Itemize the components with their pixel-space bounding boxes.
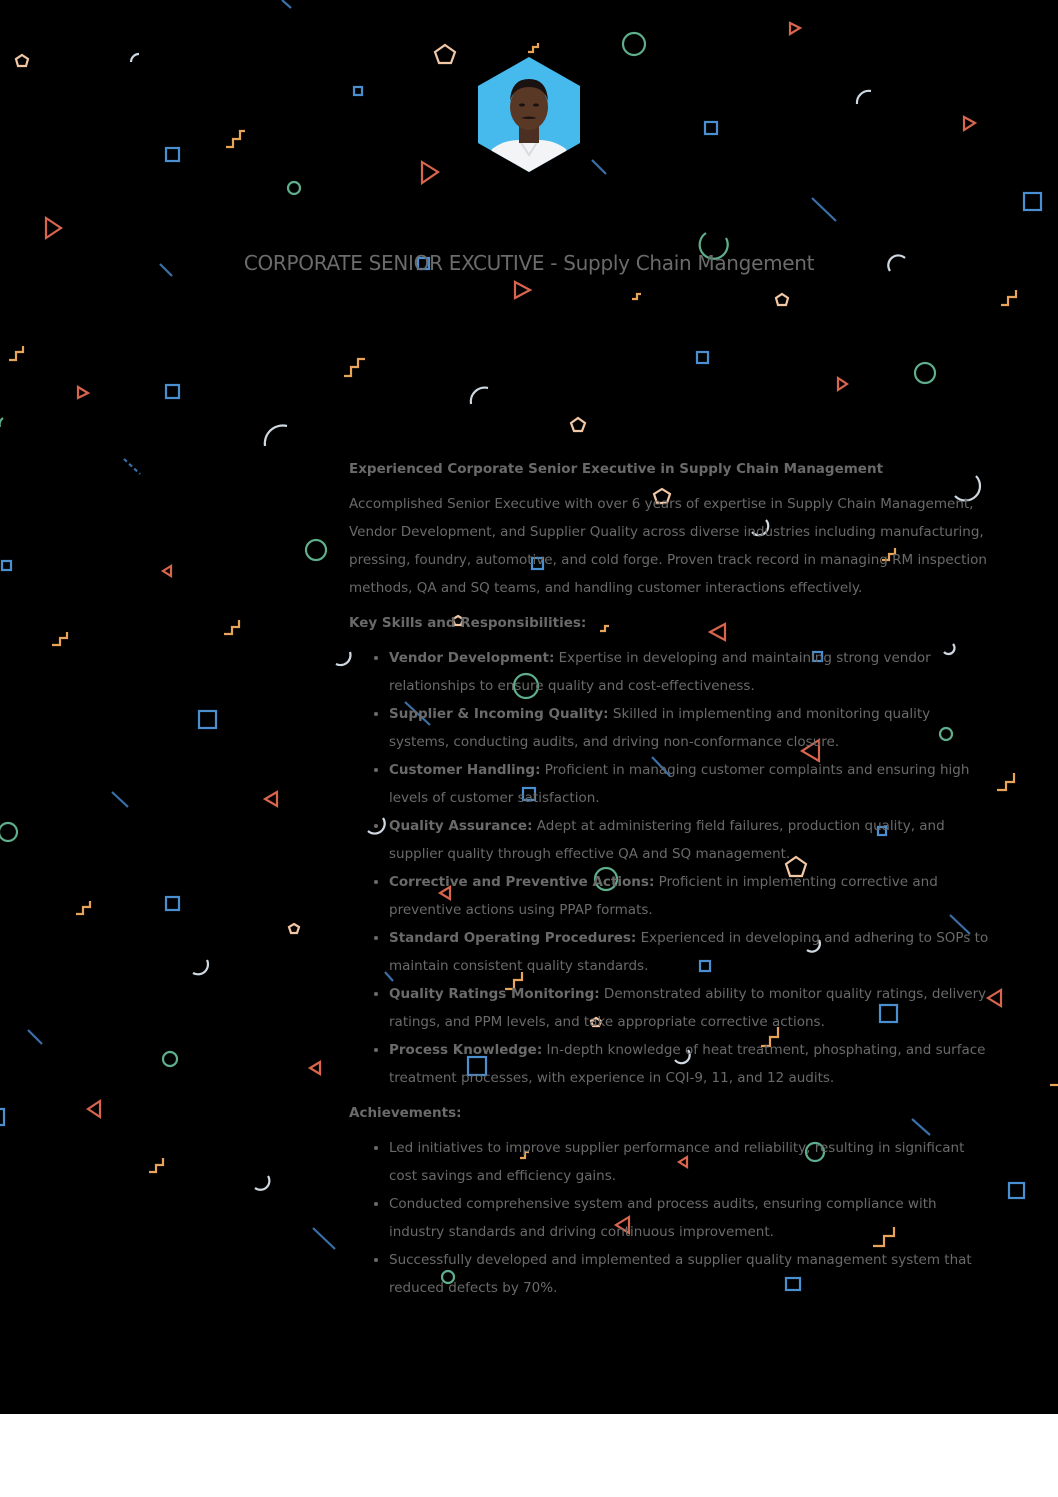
achievement-item: • Successfully developed and implemented a supplier quality management system that reduced defects by 70%. [389, 1246, 989, 1302]
confetti-arc [255, 1176, 269, 1190]
skill-title: Standard Operating Procedures: [389, 930, 637, 946]
confetti-step [997, 773, 1014, 790]
confetti-pentagon [289, 924, 299, 933]
confetti-line [812, 198, 836, 221]
confetti-arc [193, 960, 208, 974]
skill-title: Quality Assurance: [389, 818, 533, 834]
skills-heading: Key Skills and Responsibilities: [349, 615, 587, 631]
confetti-arc [471, 388, 488, 404]
summary-text: Accomplished Senior Executive with over 6 years of expertise in Supply Chain Management, Vendor Development, and Supplier Quality across diverse industries including manufacturing, pressing, foundry, automotive, and cold forge. Proven track record in managing RM inspection methods, QA and SQ teams, and handling customer interactions effectively. [349, 496, 987, 596]
confetti-circle [163, 1052, 177, 1066]
confetti-square [2, 561, 11, 570]
skill-item [389, 756, 989, 812]
confetti-arc [857, 91, 871, 104]
confetti-pentagon [16, 55, 28, 66]
summary-heading: Experienced Corporate Senior Executive in Supply Chain Management [349, 461, 884, 477]
confetti-triangle [964, 117, 975, 130]
achievement-item: • Led initiatives to improve supplier performance and reliability, resulting in significant cost savings and efficiency gains. [389, 1134, 989, 1190]
profile-headline: CORPORATE SENIOR EXCUTIVE - Supply Chain Mangement [243, 251, 815, 275]
profile-photo [478, 57, 580, 172]
confetti-step [1001, 290, 1016, 305]
confetti-triangle [838, 378, 847, 390]
confetti-arc [131, 54, 139, 62]
skill-text: Experienced in developing and adhering to SOPs to maintain consistent quality standards. [389, 930, 989, 974]
confetti-circle [915, 363, 935, 383]
page-bottom-margin [0, 1414, 1058, 1497]
confetti-square [166, 148, 179, 161]
confetti-triangle [988, 990, 1001, 1006]
skill-title: Supplier & Incoming Quality: [389, 706, 609, 722]
confetti-circle [306, 540, 326, 560]
skill-title: Process Knowledge: [389, 1042, 543, 1058]
confetti-triangle [422, 162, 438, 183]
skill-text: Expertise in developing and maintaining strong vendor relationships to ensure quality and cost-effectiveness. [389, 650, 931, 694]
skill-title: Corrective and Preventive Actions: [389, 874, 655, 890]
confetti-arc [265, 426, 287, 446]
confetti-triangle [46, 218, 61, 238]
skill-title: Quality Ratings Monitoring: [389, 986, 600, 1002]
confetti-triangle [790, 23, 800, 34]
confetti-triangle [163, 566, 171, 576]
skills-list [349, 644, 989, 1092]
confetti-line [112, 792, 128, 807]
confetti-square [166, 897, 179, 910]
skill-text: In-depth knowledge of heat treatment, phosphating, and surface treatment processes, with experience in CQI-9, 11, and 12 audits. [389, 1042, 986, 1086]
confetti-line [592, 160, 606, 174]
confetti-square [697, 352, 708, 363]
confetti-step [226, 131, 245, 147]
confetti-line [28, 1030, 42, 1044]
confetti-arc [0, 418, 3, 427]
skill-title: Vendor Development: [389, 650, 555, 666]
confetti-line [124, 459, 140, 474]
confetti-triangle [78, 387, 88, 398]
confetti-square [0, 1109, 4, 1125]
confetti-circle [288, 182, 300, 194]
confetti-pentagon [435, 45, 455, 63]
confetti-triangle [310, 1062, 320, 1074]
confetti-triangle [265, 792, 277, 806]
confetti-circle [623, 33, 645, 55]
skill-text: Skilled in implementing and monitoring quality systems, conducting audits, and driving non-conformance closure. [389, 706, 931, 750]
skill-item [389, 980, 989, 1036]
confetti-pentagon [776, 294, 788, 305]
confetti-square [199, 711, 216, 728]
achievements-heading: Achievements: [349, 1105, 462, 1121]
achievement-item: • Conducted comprehensive system and process audits, ensuring compliance with industry standards and driving continuous improvement. [389, 1190, 989, 1246]
skill-text: Proficient in managing customer complaints and ensuring high levels of customer satisfaction. [389, 762, 970, 806]
confetti-square [1009, 1183, 1024, 1198]
skill-item [389, 644, 989, 700]
confetti-step [344, 359, 365, 376]
confetti-step [52, 632, 67, 645]
skill-text: Adept at administering field failures, production quality, and supplier quality through effective QA and SQ management. [389, 818, 945, 862]
skill-item [389, 924, 989, 980]
confetti-circle [0, 823, 17, 841]
confetti-step [632, 294, 641, 299]
skill-item [389, 1036, 989, 1092]
resume-content [349, 458, 989, 1312]
achievements-list [349, 1134, 989, 1302]
confetti-line [282, 0, 291, 8]
skill-item [389, 812, 989, 868]
skill-text: Proficient in implementing corrective and preventive actions using PPAP formats. [389, 874, 938, 918]
confetti-step [9, 346, 23, 360]
confetti-square [354, 87, 362, 95]
confetti-square [166, 385, 179, 398]
confetti-triangle [88, 1101, 100, 1117]
confetti-step [76, 901, 90, 914]
confetti-pentagon [571, 418, 585, 431]
skill-item [389, 868, 989, 924]
confetti-square [1024, 193, 1041, 210]
confetti-step [528, 43, 538, 52]
skill-text: Demonstrated ability to monitor quality ratings, delivery ratings, and PPM levels, and take appropriate corrective actions. [389, 986, 987, 1030]
confetti-step [224, 620, 239, 634]
skill-title: Customer Handling: [389, 762, 541, 778]
confetti-step [149, 1158, 163, 1172]
confetti-triangle [515, 282, 530, 298]
skill-item [389, 700, 989, 756]
confetti-line [313, 1228, 335, 1249]
confetti-square [705, 122, 717, 134]
